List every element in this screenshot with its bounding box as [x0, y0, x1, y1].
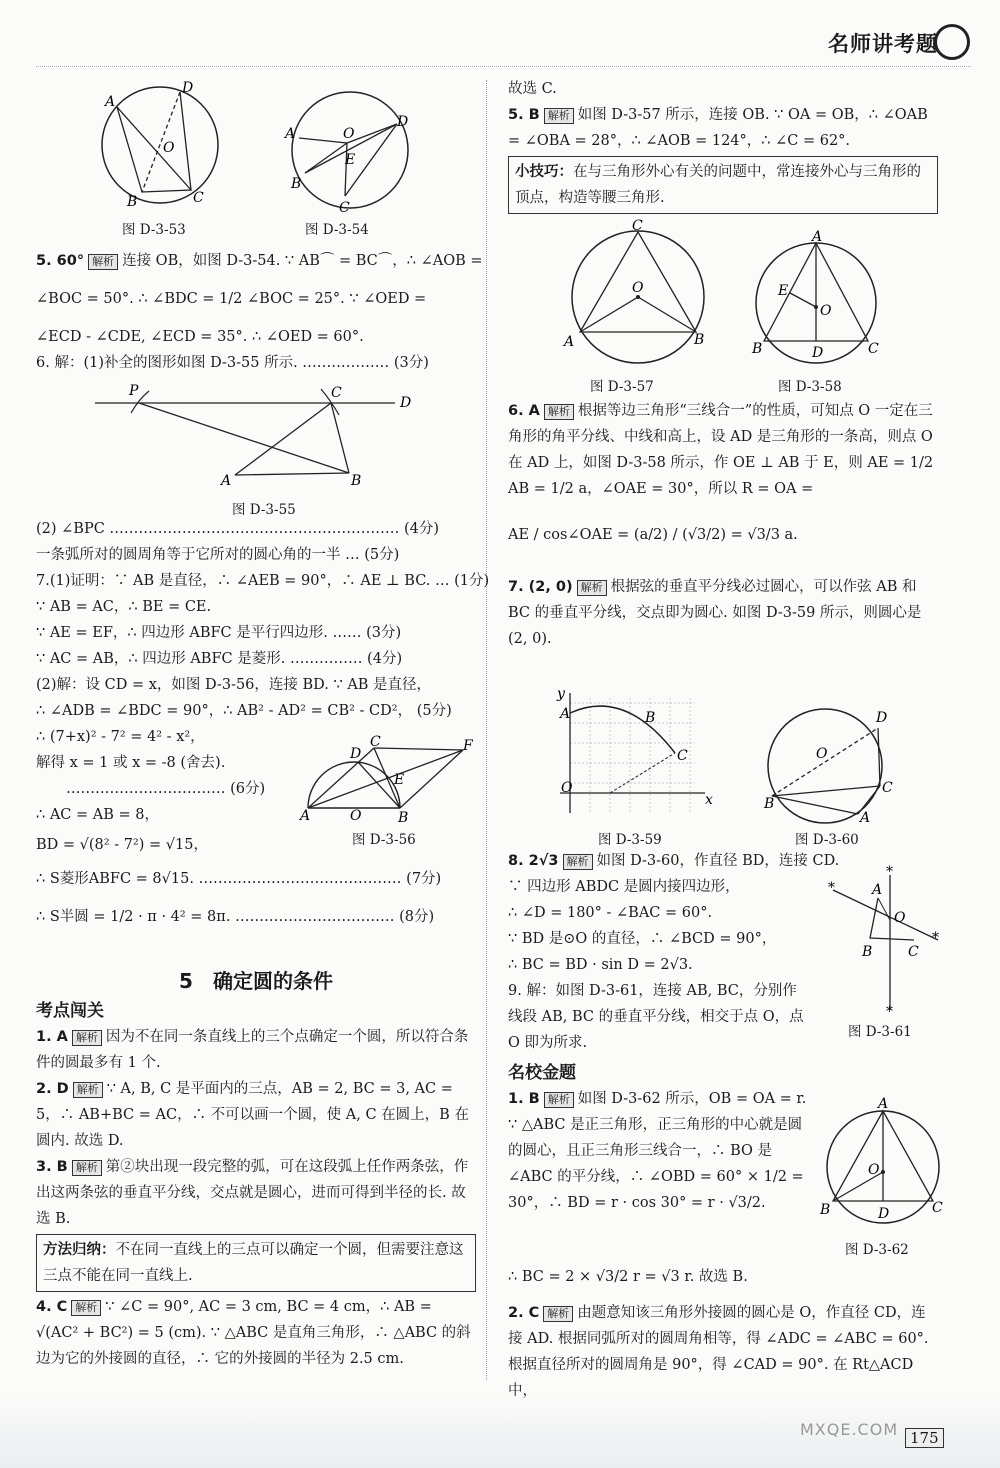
svg-text:C: C — [632, 218, 643, 234]
svg-text:O: O — [820, 303, 832, 319]
svg-text:D: D — [812, 345, 824, 361]
svg-text:F: F — [463, 738, 473, 754]
method-box — [36, 1234, 476, 1292]
svg-text:D: D — [182, 80, 194, 96]
caption-d-3-62: 图 D-3-62 — [845, 1242, 909, 1258]
a1-text: 因为不在同一条直线上的三个点确定一个圆，所以符合条件的圆最多有 1 个. — [36, 1029, 469, 1071]
svg-text:A: A — [560, 706, 571, 722]
svg-text:P: P — [129, 383, 139, 399]
r8-line-4: ∵ BD 是⊙O 的直径，∴ ∠BCD = 90°， — [508, 931, 777, 947]
svg-text:A: A — [564, 334, 575, 350]
r7-text: 根据弦的垂直平分线必过圆心，可以作弦 AB 和 BC 的垂直平分线，交点即为圆心. 如图 D-3-59 所示，则圆心是 (2, 0). — [508, 579, 922, 647]
left-col-block-3 — [36, 962, 476, 1372]
r6-formula: AE / cos∠OAE = (a/2) / (√3/2) = √3/3 a. — [508, 527, 798, 543]
q7-line-3: ∵ AE = EF，∴ 四边形 ABFC 是平行四边形. …… (3分) — [36, 625, 402, 641]
figure-d-3-55 — [95, 385, 425, 490]
analysis-tag: 解析 — [563, 854, 593, 870]
b1-end: ∴ BC = 2 × √3/2 r = √3 r. 故选 B. — [508, 1269, 748, 1285]
right-col-block-1 — [508, 76, 938, 216]
r5-text: 如图 D-3-57 所示，连接 OB. ∵ OA = OB，∴ ∠OAB = ∠OBA = 28°，∴ ∠AOB = 124°，∴ ∠C = 62°. — [508, 107, 928, 149]
figure-d-3-60 — [760, 706, 910, 826]
r8-line-1: 如图 D-3-60，作直径 BD，连接 CD. — [596, 853, 840, 869]
b1-number: 1. B — [508, 1091, 540, 1107]
svg-text:C: C — [677, 748, 688, 764]
caption-d-3-57: 图 D-3-57 — [590, 379, 654, 395]
q6-line-3: 一条弧所对的圆周角等于它所对的圆心角的一半 … (5分) — [36, 547, 400, 563]
svg-text:E: E — [394, 772, 405, 788]
analysis-tag: 解析 — [544, 108, 574, 124]
right-top-line: 故选 C. — [508, 81, 557, 97]
caption-d-3-58: 图 D-3-58 — [778, 379, 842, 395]
r8-line-2: ∵ 四边形 ABDC 是圆内接四边形， — [508, 879, 740, 895]
svg-text:C: C — [868, 341, 879, 357]
svg-text:C: C — [331, 385, 342, 401]
svg-text:*: * — [886, 1004, 893, 1020]
svg-text:*: * — [886, 864, 893, 880]
b2-text: 由题意知该三角形外接圆的圆心是 O，作直径 CD，连接 AD. 根据同弧所对的圆周角相等，得 ∠ADC = ∠ABC = 60°. 根据直径所对的圆周角是 90°，得 ∠CAD = 90°. 在 Rt△ACD 中， — [508, 1305, 929, 1399]
analysis-tag: 解析 — [543, 1306, 573, 1322]
right-col-block-4 — [508, 1264, 938, 1404]
subsection-mingxiao: 名校金题 — [508, 1063, 576, 1083]
figure-d-3-61 — [828, 864, 948, 1020]
a2-number: 2. D — [36, 1081, 69, 1097]
svg-text:O: O — [632, 280, 644, 296]
r8-line-5: ∴ BC = BD · sin D = 2√3. — [508, 957, 693, 973]
a2-text: ∵ A, B, C 是平面内的三点，AB = 2, BC = 3, AC = 5，∴ AB+BC = AC，∴ 不可以画一个圆，使 A, C 在圆上，B 在圆内. 故选 D. — [36, 1081, 469, 1149]
svg-text:B: B — [127, 194, 138, 210]
svg-text:A: A — [221, 473, 232, 489]
svg-text:O: O — [868, 1162, 880, 1178]
svg-text:O: O — [350, 808, 362, 824]
svg-text:A: A — [872, 882, 883, 898]
figure-d-3-53 — [95, 80, 225, 215]
svg-text:B: B — [764, 796, 775, 812]
caption-d-3-59: 图 D-3-59 — [598, 832, 662, 848]
svg-text:D: D — [400, 395, 412, 411]
q6-line-2: (2) ∠BPC …………………………………………………… (4分) — [36, 521, 440, 537]
analysis-tag: 解析 — [544, 404, 574, 420]
q7-line-7: ∴ (7+x)² - 7² = 4² - x²， — [36, 729, 205, 745]
tip-text: 在与三角形外心有关的问题中，常连接外心与三角形的顶点，构造等腰三角形. — [515, 164, 921, 206]
caption-d-3-53: 图 D-3-53 — [122, 222, 186, 238]
tip-label: 小技巧： — [515, 164, 573, 180]
svg-text:O: O — [894, 910, 906, 926]
figure-d-3-62 — [820, 1096, 950, 1232]
svg-text:y: y — [557, 686, 565, 702]
q5-line-3: ∠ECD - ∠CDE, ∠ECD = 35°. ∴ ∠OED = 60°. — [36, 329, 364, 345]
r5-number: 5. B — [508, 107, 540, 123]
q7-line-4: ∵ AC = AB，∴ 四边形 ABFC 是菱形. …………… (4分) — [36, 651, 403, 667]
svg-text:B: B — [862, 944, 873, 960]
figure-d-3-59 — [555, 688, 715, 818]
q7-line-6: ∴ ∠ADB = ∠BDC = 90°，∴ AB² - AD² = CB² - CD²， (5分) — [36, 703, 452, 719]
analysis-tag: 解析 — [73, 1082, 103, 1098]
r8-line-3: ∴ ∠D = 180° - ∠BAC = 60°. — [508, 905, 713, 921]
svg-text:A: A — [285, 126, 296, 142]
q5-line-2: ∠BOC = 50°. ∴ ∠BDC = 1/2 ∠BOC = 25°. ∵ ∠OED = — [36, 291, 427, 307]
svg-text:C: C — [193, 190, 204, 206]
svg-text:D: D — [876, 710, 888, 726]
svg-text:A: A — [812, 229, 823, 245]
q7-line-5: (2)解：设 CD = x，如图 D-3-56，连接 BD. ∵ AB 是直径， — [36, 677, 432, 693]
tip-box — [508, 156, 938, 214]
header-divider — [36, 66, 971, 67]
q7-line-13: ∴ S半圆 = 1/2 · π · 4² = 8π. …………………………… (8分) — [36, 909, 435, 925]
r9-text: 9. 解：如图 D-3-61，连接 AB, BC，分别作线段 AB, BC 的垂直平分线，相交于点 O，点 O 即为所求. — [508, 983, 804, 1051]
q7-line-9: …………………………… (6分) — [66, 781, 266, 797]
svg-text:*: * — [932, 930, 939, 946]
method-label: 方法归纳： — [43, 1242, 116, 1258]
analysis-tag: 解析 — [577, 580, 607, 596]
section-title: 5 确定圆的条件 — [179, 969, 333, 993]
svg-text:A: A — [300, 808, 311, 824]
right-col-block-2 — [508, 398, 938, 652]
caption-d-3-60: 图 D-3-60 — [795, 832, 859, 848]
q7-line-2: ∵ AB = AC，∴ BE = CE. — [36, 599, 212, 615]
q5-line-1: 连接 OB，如图 D-3-54. ∵ AB⌒ = BC⌒，∴ ∠AOB = — [122, 253, 483, 269]
page-number: 175 — [905, 1428, 944, 1448]
a1-number: 1. A — [36, 1029, 68, 1045]
analysis-tag: 解析 — [72, 1030, 102, 1046]
a4-number: 4. C — [36, 1299, 68, 1315]
q6-line-1: 6. 解：(1)补全的图形如图 D-3-55 所示. ……………… (3分) — [36, 355, 429, 371]
svg-text:B: B — [645, 710, 656, 726]
a4-text: ∵ ∠C = 90°, AC = 3 cm, BC = 4 cm，∴ AB = √(AC² + BC²) = 5 (cm). ∵ △ABC 是直角三角形，∴ △ABC 的斜边为它的外接圆的直径，∴ 它的外接圆的半径为 2.5 cm. — [36, 1299, 471, 1367]
svg-text:C: C — [370, 734, 381, 750]
svg-text:O: O — [561, 780, 573, 796]
svg-text:C: C — [932, 1200, 943, 1216]
left-col-block-2 — [36, 516, 490, 930]
r6-text: 根据等边三角形“三线合一”的性质，可知点 O 一定在三角形的角平分线、中线和高上，设 AD 是三角形的一条高，则点 O 在 AD 上，如图 D-3-58 所示，作 OE ⊥ AB 于 E，则 AE = 1/2 AB = 1/2 a，∠OAE = 30°，所以 R = OA = — [508, 403, 934, 497]
svg-text:B: B — [694, 332, 705, 348]
q7-line-1: 7.(1)证明：∵ AB 是直径，∴ ∠AEB = 90°，∴ AE ⊥ BC. … (1分) — [36, 573, 490, 589]
analysis-tag: 解析 — [71, 1300, 101, 1316]
svg-text:*: * — [828, 880, 835, 896]
caption-d-3-55: 图 D-3-55 — [232, 502, 296, 518]
svg-text:A: A — [878, 1096, 889, 1112]
a3-text: 第②块出现一段完整的弧，可在这段弧上任作两条弦，作出这两条弦的垂直平分线，交点就是圆心，进而可得到半径的长. 故选 B. — [36, 1159, 469, 1227]
svg-text:O: O — [163, 140, 175, 156]
watermark: MXQE.COM — [800, 1420, 899, 1439]
q7-line-10: ∴ AC = AB = 8， — [36, 807, 159, 823]
column-divider — [486, 80, 487, 1380]
svg-text:D: D — [878, 1206, 890, 1222]
method-text: 不在同一直线上的三点可以确定一个圆，但需要注意这三点不能在同一直线上. — [43, 1242, 464, 1284]
svg-text:B: B — [351, 473, 362, 489]
svg-text:B: B — [752, 341, 763, 357]
svg-text:B: B — [291, 176, 302, 192]
r6-number: 6. A — [508, 403, 540, 419]
svg-text:D: D — [397, 114, 409, 130]
figure-d-3-54 — [285, 88, 415, 218]
right-col-block-3 — [508, 848, 840, 1216]
q7-line-8: 解得 x = 1 或 x = -8 (舍去). — [36, 755, 226, 771]
analysis-tag: 解析 — [72, 1160, 102, 1176]
svg-text:E: E — [778, 283, 789, 299]
analysis-tag: 解析 — [544, 1092, 574, 1108]
svg-text:C: C — [339, 200, 350, 216]
svg-text:C: C — [882, 780, 893, 796]
r8-number: 8. 2√3 — [508, 853, 559, 869]
caption-d-3-56: 图 D-3-56 — [352, 832, 416, 848]
running-header: 名师讲考题 — [828, 32, 938, 56]
svg-text:E: E — [345, 152, 356, 168]
q5-number: 5. 60° — [36, 253, 85, 269]
q7-line-12: ∴ S菱形ABFC = 8√15. …………………………………… (7分) — [36, 871, 442, 887]
svg-text:C: C — [908, 944, 919, 960]
svg-text:O: O — [816, 746, 828, 762]
caption-d-3-61: 图 D-3-61 — [848, 1024, 912, 1040]
r7-number: 7. (2, 0) — [508, 579, 573, 595]
left-col-block-1 — [36, 248, 483, 376]
header-logo-icon — [934, 24, 970, 60]
caption-d-3-54: 图 D-3-54 — [305, 222, 369, 238]
analysis-tag: 解析 — [88, 254, 118, 270]
svg-text:O: O — [343, 126, 355, 142]
svg-text:A: A — [860, 810, 871, 826]
svg-text:x: x — [705, 792, 713, 808]
figure-d-3-57 — [560, 218, 720, 372]
svg-text:A: A — [105, 94, 116, 110]
b1-text: 如图 D-3-62 所示，OB = OA = r. ∵ △ABC 是正三角形，正三角形的中心就是圆的圆心，且正三角形三线合一，∴ BO 是∠ABC 的平分线，∴ ∠OBD = 60° × 1/2 = 30°，∴ BD = r · cos 30° = r · √3/2. — [508, 1091, 807, 1211]
q7-line-11: BD = √(8² - 7²) = √15， — [36, 837, 208, 853]
figure-d-3-58 — [750, 229, 890, 375]
subsection-kaodian: 考点闯关 — [36, 1001, 104, 1021]
a3-number: 3. B — [36, 1159, 68, 1175]
svg-text:D: D — [350, 746, 362, 762]
svg-text:B: B — [398, 810, 409, 826]
svg-text:B: B — [820, 1202, 831, 1218]
b2-number: 2. C — [508, 1305, 540, 1321]
